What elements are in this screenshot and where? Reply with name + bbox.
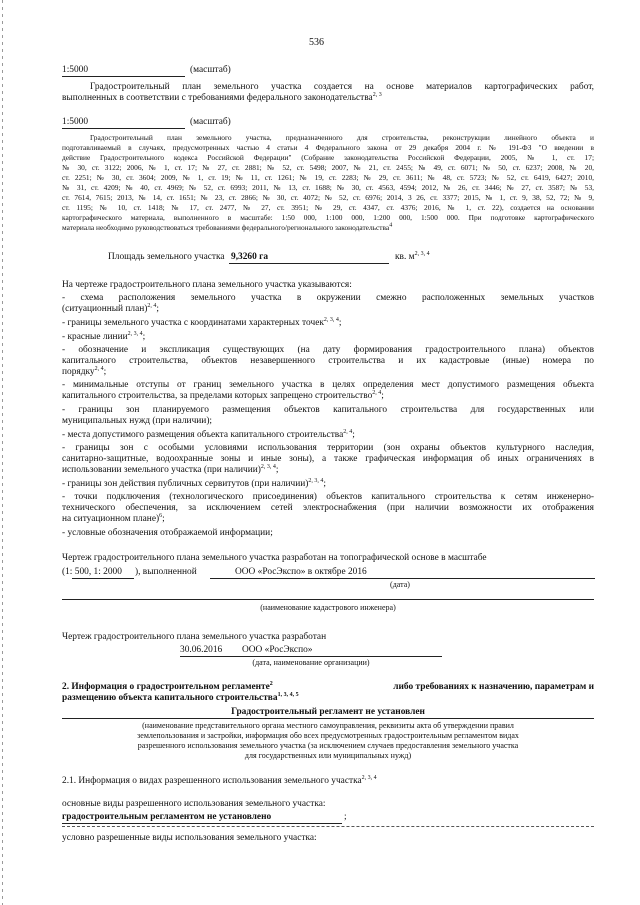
- area-underline: [229, 263, 389, 264]
- engineer-line: [62, 599, 594, 600]
- list-item-line: санитарно-защитные, водоохранные зоны и иные зоны), а также графическая информация об иных ограничениях в: [62, 454, 594, 464]
- list-item-line: - красные линии$^{2, 3, 4}$;: [62, 330, 146, 342]
- list-item-line: технического обеспечения, за исключением сетей электроснабжения (при наличии возможности их отображения: [62, 503, 594, 513]
- scale-note-2-line: ст. 2251; № 30, ст. 3604; 2009, № 1, ст. 19; № 11, ст. 1261; № 19, ст. 2283; № 29, ст. 3611; № 48, ст. 5723; № 52, ст. 6419, 6427; 2010,: [62, 173, 594, 182]
- scale-note-2-line: подготавливаемый в случаях, предусмотренных частью 4 статьи 4 Федерального закона от 29 декабря 2004 г. № 191-ФЗ "О введении в: [62, 143, 594, 152]
- dashed-separator: [62, 826, 594, 827]
- section21-main-underline: [62, 823, 342, 824]
- section2-caption-line: для государственных или муниципальных нужд): [244, 751, 412, 760]
- topo-org-underline: [210, 578, 595, 579]
- section21-main-tail: ;: [344, 812, 347, 822]
- list-item-line: - обозначение и экспликация существующих (на дату формирования градостроительного плана) объектов: [62, 345, 594, 355]
- scale-underline-1: [62, 76, 185, 77]
- scale-note-2-line: № 30, ст. 3122; 2006, № 1, ст. 17; № 27, ст. 2881; № 52, ст. 5498; 2007, № 21, ст. 2455; № 49, ст. 6071; № 50, ст. 6237; 2008, № 20,: [62, 163, 594, 172]
- list-item-line: - границы зон с особыми условиями использования территории (зон охраны объектов культурного наследия,: [62, 443, 594, 453]
- developed-line: Чертеж градостроительного плана земельного участка разработан: [62, 632, 327, 642]
- topo-after-scale: ), выполненной: [135, 567, 197, 577]
- developed-caption: (дата, наименование организации): [252, 658, 370, 667]
- list-item-line: использовании земельного участка (при наличии)$^{2, 3, 4}$;: [62, 463, 279, 475]
- area-value: 9,3260 га: [231, 252, 269, 262]
- scale-note-2-line: действие Градостроительного кодекса Российской Федерации" (Собрание законодательства Российской Федерации, 2005, № 1, ст. 17;: [62, 153, 594, 162]
- list-item-line: порядку$^{2, 4}$;: [62, 365, 107, 377]
- list-item-line: муниципальных нужд (при наличии);: [62, 416, 213, 426]
- scale-value-2: 1:5000: [62, 117, 89, 127]
- page-number: 536: [309, 37, 324, 48]
- list-item-line: - границы земельного участка с координатами характерных точек$^{2, 3, 4}$;: [62, 316, 342, 328]
- engineer-caption: (наименование кадастрового инженера): [260, 603, 396, 612]
- section2-value: Градостроительный регламент не установлен: [231, 707, 425, 717]
- scale-value-1: 1:5000: [62, 65, 89, 75]
- section2-caption-line: разрешенного использования земельного участка (за исключением случаев предоставления земельного участка: [137, 741, 519, 750]
- scale-note-2-line: ст. 7614, 7615; 2013, № 14, ст. 1651; № 23, ст. 2866; № 30, ст. 4072; № 52, ст. 6976; 2014, 3 26, ст. 3377; 2015, № 1, ст. 9, 38, 52, 72; № 9,: [62, 193, 594, 202]
- scale-note-2-line-last: материала необходимо руководствоваться требованиями федерального/регионального законодательства$^4$: [62, 222, 393, 232]
- scan-edge: [2, 0, 3, 905]
- scale-note-2-line: картографического материала, выполненного в масштабе: 1:50 000, 1:100 000, 1:200 000, 1:500 000. При подготовке картографического: [62, 213, 594, 222]
- section2-caption-line: землепользования и застройки, информация обо всех предусмотренных градостроительным регламентом видах: [137, 731, 519, 740]
- scale-note-2-line: № 31, ст. 4209; № 40, ст. 4969; № 52, ст. 6993; 2011, № 13, ст. 1688; № 30, ст. 4563, 4594; 2012, № 26, ст. 3446; № 27, ст. 3587; № 53,: [62, 183, 594, 192]
- section21-main-value: градостроительным регламентом не установлено: [62, 812, 272, 822]
- scale-note-1-line2: выполненных в соответствии с требованиями федерального законодательства$^{2, 3}$: [62, 91, 382, 103]
- topo-line: Чертеж градостроительного плана земельного участка разработан на топографической основе в масштабе: [62, 553, 487, 563]
- scale-unit-2: (масштаб): [190, 117, 231, 127]
- list-item-line: - минимальные отступы от границ земельного участка в целях определения мест допустимого размещения объекта: [62, 380, 594, 390]
- list-item-line: - точки подключения (технологического присоединения) объектов капитального строительства к сетям инженерно-: [62, 492, 594, 502]
- topo-org-date: ООО «РосЭкспо» в октябре 2016: [235, 567, 367, 577]
- list-item-line: - границы зон действия публичных сервитутов (при наличии)$^{2, 3, 4}$;: [62, 477, 327, 489]
- section2-title-part: либо требованиях к назначению, параметрам и: [393, 682, 594, 692]
- scale-unit-1: (масштаб): [190, 65, 231, 75]
- list-item-line: капитального строительства, объектов незавершенного строительства и их кадастровые (иные) номера по: [62, 356, 594, 366]
- scale-note-1-line1: Градостроительный план земельного участка создается на основе материалов картографических работ,: [90, 82, 594, 92]
- section2-title-line1: [62, 682, 594, 693]
- section2-title-line2: размещению объекта капитального строительства$^{1, 3, 4, 5}$: [62, 691, 299, 703]
- area-label: Площадь земельного участка: [108, 252, 225, 262]
- list-item-line: - места допустимого размещения объекта капитального строительства$^{2, 4}$;: [62, 428, 355, 440]
- scale-note-2-line: ст. 1195; № 10, ст. 1418; № 17, ст. 2477, № 27, ст. 3951; № 29, ст. 4347, ст. 4376; 2016, № 1, ст. 22), создается на основании: [62, 203, 594, 212]
- list-item-line: - границы зон планируемого размещения объектов капитального строительства для государственных или: [62, 405, 594, 415]
- list-item-line: капитального строительства, за пределами которых запрещено строительство$^{2, 4}$;: [62, 389, 384, 401]
- scale-note-2-line: Градостроительный план земельного участка, предназначенного для строительства, реконструкции линейного объекта и: [90, 133, 594, 142]
- list-item-line: на ситуационном плане)$^6$;: [62, 512, 165, 524]
- section2-title-part: 2. Информация о градостроительном регламенте$^2$: [62, 680, 273, 692]
- date-caption: (дата): [390, 580, 410, 589]
- topo-scale-underline: [72, 578, 134, 579]
- section2-caption-line: (наименование представительного органа местного самоуправления, реквизиты акта об утверждении правил: [142, 721, 514, 730]
- developed-date: 30.06.2016: [180, 645, 223, 655]
- scale-underline-2: [62, 128, 185, 129]
- section2-underline: [62, 718, 594, 719]
- section21-cond-label: условно разрешенные виды использования земельного участка:: [62, 833, 317, 843]
- developed-org: ООО «РосЭкспо»: [242, 645, 313, 655]
- list-item-line: - условные обозначения отображаемой информации;: [62, 528, 273, 538]
- list-item-line: (ситуационный план)$^{2, 4}$;: [62, 302, 160, 314]
- list-item-line: - схема расположения земельного участка в окружении смежно расположенных земельных участков: [62, 293, 594, 303]
- topo-scale: (1: 500, 1: 2000: [62, 567, 122, 577]
- section21-title: 2.1. Информация о видах разрешенного использования земельного участка$^{2, 3, 4}$: [62, 774, 377, 786]
- section21-main-label: основные виды разрешенного использования земельного участка:: [62, 799, 326, 809]
- developed-underline: [180, 656, 442, 657]
- area-unit: кв. $м^{2, 3, 4}$: [395, 250, 430, 262]
- drawing-list-intro: На чертеже градостроительного плана земельного участка указываются:: [62, 280, 352, 290]
